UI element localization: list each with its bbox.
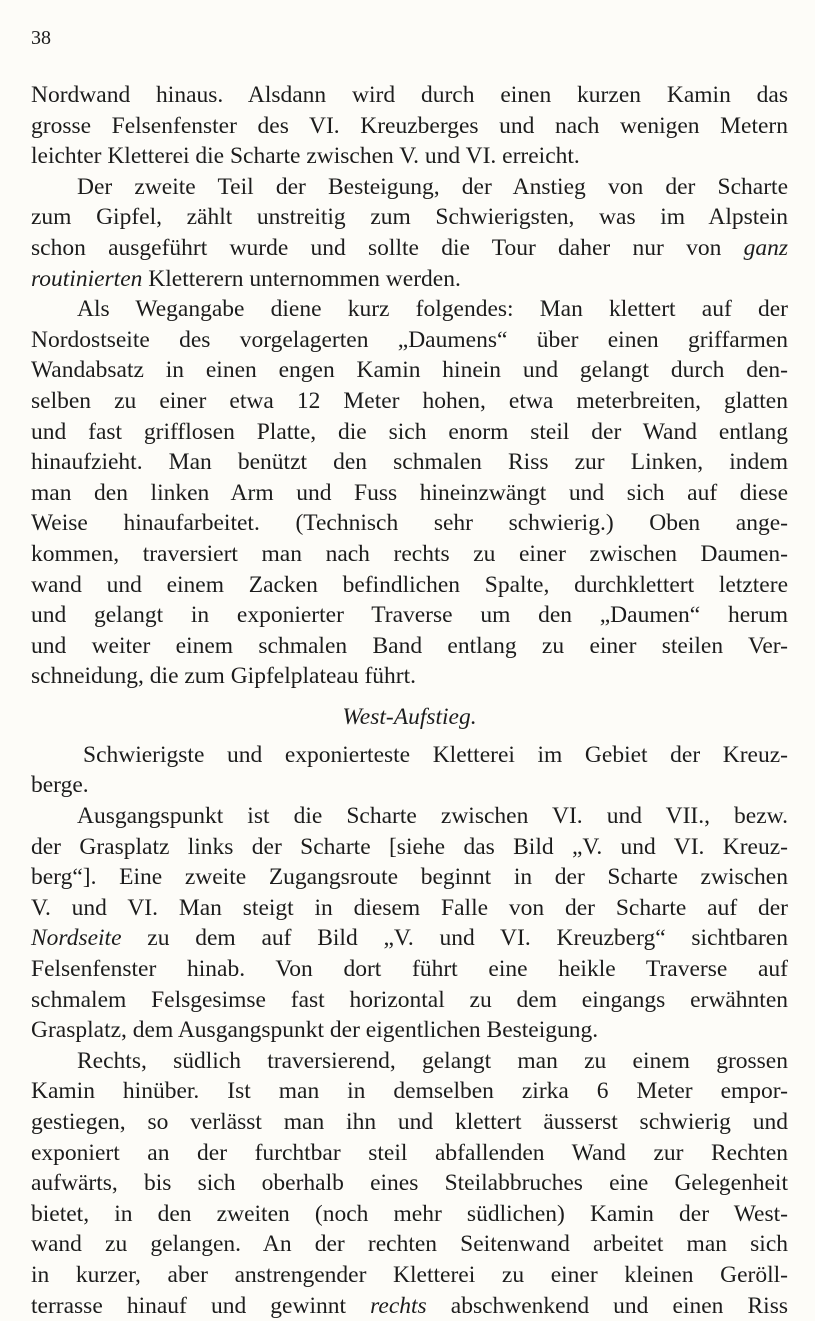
text-line <box>31 202 788 233</box>
body-text <box>31 80 788 1321</box>
text-segment: berg“]. Eine zweite Zugangsroute beginnt in der Scharte zwischen <box>31 864 788 891</box>
text-line <box>31 985 788 1016</box>
text-segment: Ausgangspunkt ist die Scharte zwischen VI. und VII., bezw. <box>77 803 788 830</box>
text-line <box>31 862 788 893</box>
text-line <box>31 325 788 356</box>
paragraph <box>31 80 788 172</box>
text-line <box>31 1291 788 1321</box>
text-segment: grosse Felsenfenster des VI. Kreuzberges und nach wenigen Metern <box>31 112 788 139</box>
text-line <box>31 447 788 478</box>
text-segment: Grasplatz, dem Ausgangspunkt der eigentlichen Besteigung. <box>31 1017 599 1044</box>
text-line <box>31 923 788 954</box>
paragraph <box>31 801 788 1046</box>
text-segment: Wandabsatz in einen engen Kamin hinein und gelangt durch den- <box>31 357 788 384</box>
section-heading: West-Aufstieg. <box>342 703 477 730</box>
paragraph <box>31 172 788 294</box>
text-segment: Kamin hinüber. Ist man in demselben zirka 6 Meter empor- <box>31 1078 788 1105</box>
text-line <box>31 172 788 203</box>
text-segment: schneidung, die zum Gipfelplateau führt. <box>31 663 417 690</box>
text-line <box>31 386 788 417</box>
text-line <box>31 600 788 631</box>
text-line <box>31 1199 788 1230</box>
text-segment: in kurzer, aber anstrengender Kletterei zu einer kleinen Geröll- <box>31 1261 788 1288</box>
text-segment: selben zu einer etwa 12 Meter hohen, etwa meterbreiten, glatten <box>31 387 788 414</box>
text-line <box>31 661 788 692</box>
text-line <box>31 1046 788 1077</box>
text-segment: aufwärts, bis sich oberhalb eines Steilabbruches eine Gelegenheit <box>31 1170 788 1197</box>
text-segment: Schwierigste und exponierteste Kletterei im Gebiet der Kreuz- <box>83 741 788 768</box>
text-line <box>31 294 788 325</box>
paragraph <box>31 1046 788 1321</box>
italic-text: ganz <box>743 234 788 261</box>
text-segment: Der zweite Teil der Besteigung, der Anstieg von der Scharte <box>77 173 788 200</box>
italic-text: routinierten <box>31 265 143 292</box>
text-segment: und weiter einem schmalen Band entlang zu einer steilen Ver- <box>31 632 788 659</box>
text-line <box>31 1076 788 1107</box>
text-segment: bietet, in den zweiten (noch mehr südlichen) Kamin der West- <box>31 1200 788 1227</box>
text-segment: gestiegen, so verlässt man ihn und klettert äusserst schwierig und <box>31 1109 788 1135</box>
paragraph <box>31 740 788 801</box>
text-segment: und gelangt in exponierter Traverse um den „Daumen“ herum <box>31 602 788 629</box>
text-segment: abschwenkend und einen Riss <box>426 1292 788 1319</box>
text-segment: hinaufzieht. Man benützt den schmalen Riss zur Linken, indem <box>31 449 788 476</box>
text-line <box>31 893 788 924</box>
text-segment: terrasse hinauf und gewinnt <box>31 1292 371 1319</box>
text-segment: leichter Kletterei die Scharte zwischen V. und VI. erreicht. <box>31 143 580 170</box>
text-segment: der Grasplatz links der Scharte [siehe das Bild „V. und VI. Kreuz- <box>31 833 788 860</box>
text-segment: schon ausgeführt wurde und sollte die Tour daher nur von <box>31 234 744 261</box>
italic-text: rechts <box>370 1292 427 1319</box>
text-segment: zum Gipfel, zählt unstreitig zum Schwierigsten, was im Alpstein <box>31 204 788 231</box>
text-line <box>31 570 788 601</box>
page-number: 38 <box>31 27 51 49</box>
text-line <box>31 1168 788 1199</box>
text-segment: Felsenfenster hinab. Von dort führt eine heikle Traverse auf <box>31 956 788 983</box>
text-line <box>31 355 788 386</box>
text-segment: Weise hinaufarbeitet. (Technisch sehr schwierig.) Oben ange- <box>31 510 788 537</box>
text-line <box>31 508 788 539</box>
text-line <box>31 264 788 295</box>
text-segment: man den linken Arm und Fuss hineinzwängt und sich auf diese <box>31 479 788 506</box>
text-segment: berge. <box>31 772 89 799</box>
text-segment: Nordwand hinaus. Alsdann wird durch einen kurzen Kamin das <box>31 82 788 108</box>
text-line <box>31 1260 788 1291</box>
text-segment: exponiert an der furchtbar steil abfallenden Wand zur Rechten <box>31 1139 788 1166</box>
text-line <box>31 111 788 142</box>
text-line <box>31 478 788 509</box>
text-line <box>31 1138 788 1169</box>
text-line <box>31 770 788 801</box>
text-segment: Als Wegangabe diene kurz folgendes: Man klettert auf der <box>77 296 788 323</box>
text-segment: zu dem auf Bild „V. und VI. Kreuzberg“ sichtbaren <box>121 925 788 952</box>
text-segment: und fast grifflosen Platte, die sich enorm steil der Wand entlang <box>31 418 788 445</box>
text-segment: Nordostseite des vorgelagerten „Daumens“ über einen griffarmen <box>31 326 788 353</box>
text-segment: wand und einem Zacken befindlichen Spalte, durchklettert letztere <box>31 571 788 598</box>
text-line <box>31 1229 788 1260</box>
text-segment: wand zu gelangen. An der rechten Seitenwand arbeitet man sich <box>31 1231 788 1258</box>
text-line <box>31 1015 788 1046</box>
text-segment: schmalem Felsgesimse fast horizontal zu dem eingangs erwähnten <box>31 986 788 1013</box>
text-line <box>31 954 788 985</box>
text-line <box>31 740 788 771</box>
text-segment: V. und VI. Man steigt in diesem Falle von der Scharte auf der <box>31 894 788 921</box>
text-line <box>31 539 788 570</box>
text-line <box>31 1107 788 1138</box>
text-line <box>31 832 788 863</box>
text-line <box>31 141 788 172</box>
text-line <box>31 233 788 264</box>
paragraph <box>31 294 788 692</box>
text-segment: Kletterern unternommen werden. <box>142 265 461 292</box>
text-line <box>31 80 788 111</box>
text-line <box>31 631 788 662</box>
text-line <box>31 801 788 832</box>
italic-text: Nordseite <box>31 925 122 952</box>
text-segment: kommen, traversiert man nach rechts zu einer zwischen Daumen- <box>31 540 788 567</box>
text-segment: Rechts, südlich traversierend, gelangt man zu einem grossen <box>77 1047 788 1074</box>
text-line <box>31 417 788 448</box>
